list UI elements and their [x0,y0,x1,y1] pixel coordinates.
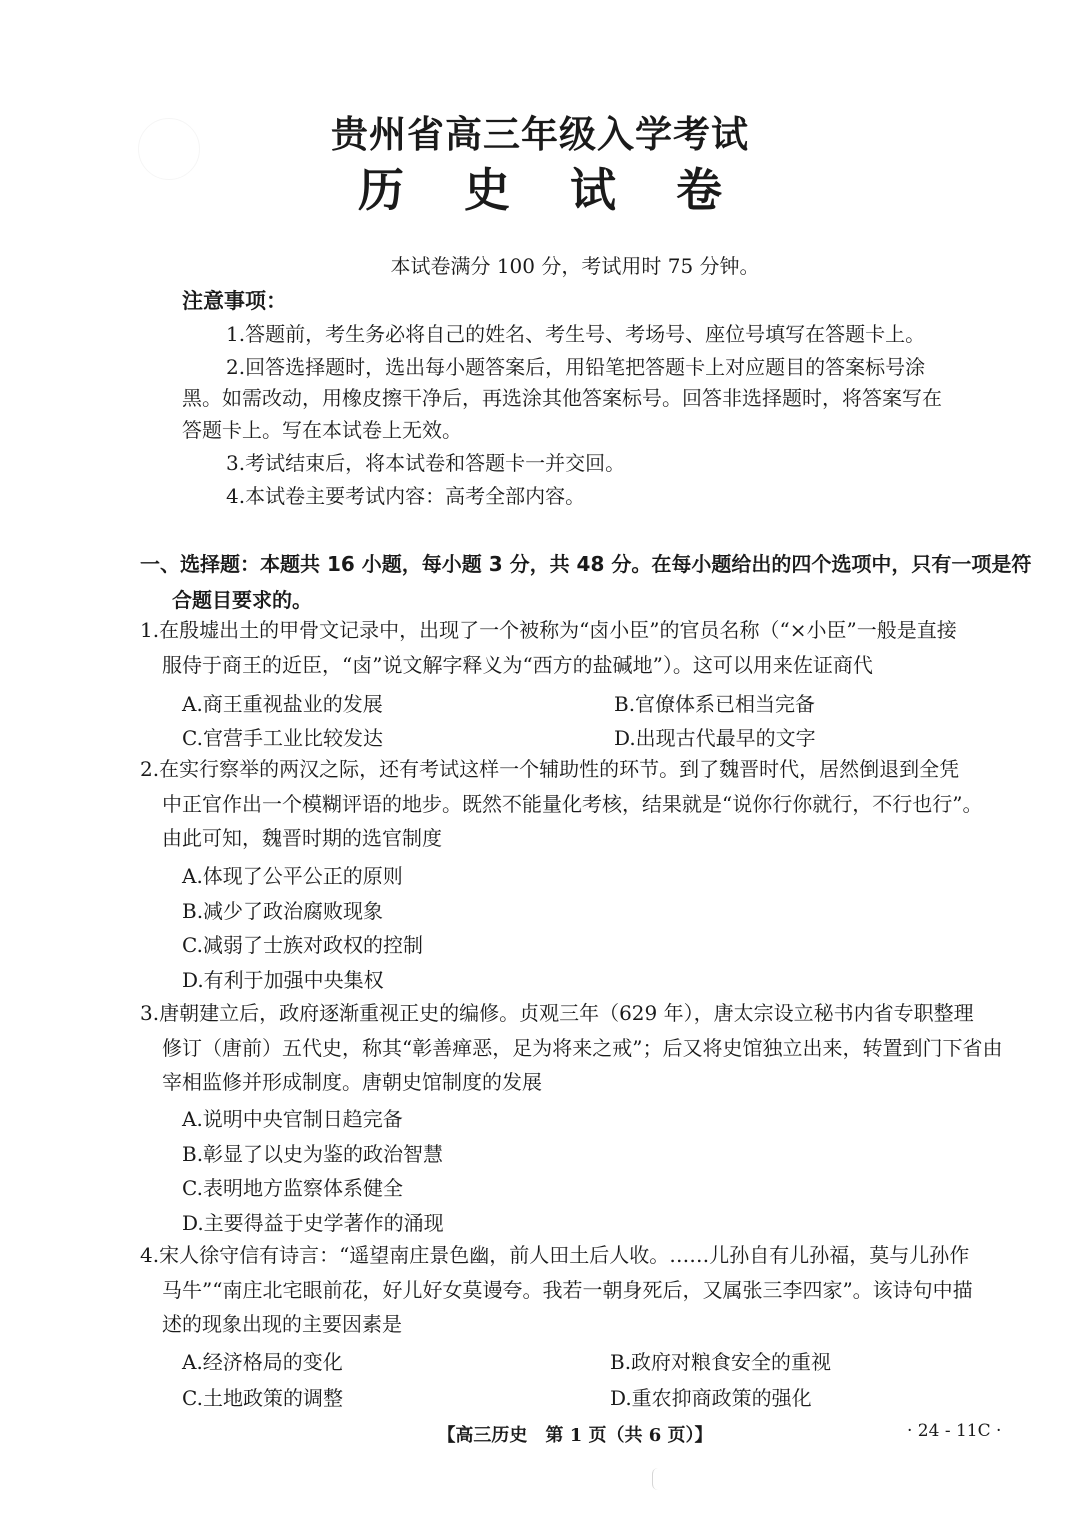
question-stem-line: 2.在实行察举的两汉之际，还有考试这样一个辅助性的环节。到了魏晋时代，居然倒退到全凭 [140,757,960,781]
section-heading: 一、选择题：本题共 16 小题，每小题 3 分，共 48 分。在每小题给出的四个选项中，只有一项是符 [140,552,1032,576]
question-stem-line: 3.唐朝建立后，政府逐渐重视正史的编修。贞观三年（629 年），唐太宗设立秘书内省专职整理 [140,1001,974,1025]
notice-line: 3.考试结束后，将本试卷和答题卡一并交回。 [226,451,626,475]
option-d: D.出现古代最早的文字 [614,726,816,750]
option-c: C.表明地方监察体系健全 [182,1176,403,1200]
option-a: A.商王重视盐业的发展 [182,692,383,716]
option-d: D.有利于加强中央集权 [182,968,384,992]
notice-line: 1.答题前，考生务必将自己的姓名、考生号、考场号、座位号填写在答题卡上。 [226,322,926,346]
question-stem-line: 4.宋人徐守信有诗言：“遥望南庄景色幽，前人田土后人收。……儿孙自有儿孙福，莫与儿孙作 [140,1243,970,1267]
notice-line: 4.本试卷主要考试内容：高考全部内容。 [226,484,586,508]
option-d: D.主要得益于史学著作的涌现 [182,1211,444,1235]
option-b: B.官僚体系已相当完备 [614,692,816,716]
subject-title: 历 史 试 卷 [357,163,745,217]
option-b: B.政府对粮食安全的重视 [610,1350,832,1374]
question-stem-line: 修订（唐前）五代史，称其“彰善瘅恶，足为将来之戒”；后又将史馆独立出来，转置到门下省由 [162,1036,1003,1060]
question-stem-line: 马牛”“南庄北宅眼前花，好儿好女莫谩夸。我若一朝身死后，又属张三李四家”。该诗句中描 [162,1278,973,1302]
notice-line: 答题卡上。写在本试卷上无效。 [182,418,462,442]
question-stem-line: 由此可知，魏晋时期的选官制度 [162,826,442,850]
option-b: B.彰显了以史为鉴的政治智慧 [182,1142,444,1166]
exam-title: 贵州省高三年级入学考试 [331,112,749,156]
question-stem-line: 述的现象出现的主要因素是 [162,1312,402,1336]
notice-heading: 注意事项： [182,289,287,313]
exam-intro: 本试卷满分 100 分，考试用时 75 分钟。 [390,254,760,278]
question-stem-line: 服侍于商王的近臣，“卤”说文解字释义为“西方的盐碱地”）。这可以用来佐证商代 [162,653,873,677]
option-c: C.土地政策的调整 [182,1386,343,1410]
question-stem-line: 宰相监修并形成制度。唐朝史馆制度的发展 [162,1070,542,1094]
option-a: A.说明中央官制日趋完备 [182,1107,403,1131]
stray-mark [652,1468,665,1490]
notice-line: 黑。如需改动，用橡皮擦干净后，再选涂其他答案标号。回答非选择题时，将答案写在 [182,386,942,410]
question-stem-line: 中正官作出一个模糊评语的地步。既然不能量化考核，结果就是“说你行你就行，不行也行”。 [162,792,983,816]
option-c: C.官营手工业比较发达 [182,726,383,750]
option-b: B.减少了政治腐败现象 [182,899,384,923]
page-footer: 【高三历史 第 1 页（共 6 页）】 [437,1425,713,1446]
section-heading-cont: 合题目要求的。 [172,588,312,612]
option-d: D.重农抑商政策的强化 [610,1386,812,1410]
option-a: A.经济格局的变化 [182,1350,343,1374]
paper-code: · 24 - 11C · [907,1421,1002,1441]
option-a: A.体现了公平公正的原则 [182,864,403,888]
question-stem-line: 1.在殷墟出土的甲骨文记录中，出现了一个被称为“卤小臣”的官员名称（“×小臣”一般是直接 [140,618,957,642]
notice-line: 2.回答选择题时，选出每小题答案后，用铅笔把答题卡上对应题目的答案标号涂 [226,355,926,379]
option-c: C.减弱了士族对政权的控制 [182,933,423,957]
